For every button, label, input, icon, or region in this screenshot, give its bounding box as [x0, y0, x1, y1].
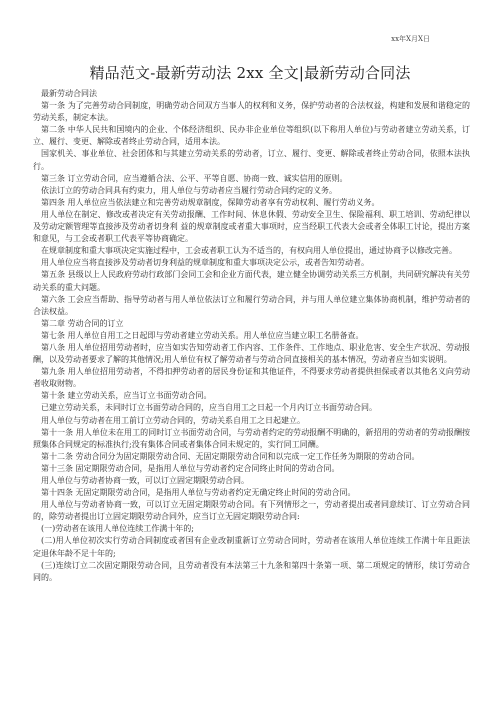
paragraph: 第六条 工会应当帮助、指导劳动者与用人单位依法订立和履行劳动合同，并与用人单位建立集体协商机制，维护劳动者的合法权益。 — [33, 294, 470, 316]
list-item: (二)用人单位初次实行劳动合同制度或者国有企业改制重新订立劳动合同时，劳动者在该用人单位连续工作满十年且距法定退休年龄不足十年的; — [33, 536, 470, 558]
paragraph: 第十三条 固定期限劳动合同，是指用人单位与劳动者约定合同终止时间的劳动合同。 — [41, 463, 340, 473]
paragraph: 第十四条 无固定期限劳动合同，是指用人单位与劳动者约定无确定终止时间的劳动合同。 — [41, 488, 356, 498]
document-date: xx年X月X日 — [391, 35, 430, 43]
paragraph: 用人单位在制定、修改或者决定有关劳动报酬、工作时间、休息休假、劳动安全卫生、保险福利、职工培训、劳动纪律以及劳动定额管理等直接涉及劳动者切身利 益的规章制度或者重大事项时，应当经职工代表大会或者全体职工讨论，提出方案和意见，与工会或者职工代表平等协商确定。 — [33, 209, 470, 244]
paragraph: 第九条 用人单位招用劳动者，不得扣押劳动者的居民身份证和其他证件，不得要求劳动者提供担保或者以其他名义向劳动者收取财物。 — [33, 367, 470, 389]
paragraph: 第四条 用人单位应当依法建立和完善劳动规章制度，保障劳动者享有劳动权利、履行劳动义务。 — [41, 197, 380, 207]
paragraph: 用人单位与劳动者在用工前订立劳动合同的，劳动关系自用工之日起建立。 — [41, 415, 305, 425]
list-item: (三)连续订立二次固定期限劳动合同，且劳动者没有本法第三十九条和第四十条第一项、第二项规定的情形，续订劳动合同的。 — [33, 560, 470, 582]
paragraph: 第七条 用人单位自用工之日起即与劳动者建立劳动关系。用人单位应当建立职工名册备查。 — [41, 330, 364, 340]
paragraph: 第三条 订立劳动合同，应当遵循合法、公平、平等自愿、协商一致、诚实信用的原则。 — [41, 173, 348, 183]
paragraph: 第十条 建立劳动关系，应当订立书面劳动合同。 — [41, 391, 212, 401]
paragraph: 用人单位与劳动者协商一致，可以订立无固定期限劳动合同。有下列情形之一，劳动者提出或者同意续订、订立劳动合同的，除劳动者提出订立固定期限劳动合同外，应当订立无固定期限劳动合同: — [33, 500, 470, 522]
paragraph: 在规章制度和重大事项决定实施过程中，工会或者职工认为不适当的，有权向用人单位提出，通过协商予以修改完善。 — [41, 246, 457, 256]
paragraph: 国家机关、事业单位、社会团体和与其建立劳动关系的劳动者，订立、履行、变更、解除或者终止劳动合同，依照本法执行。 — [33, 149, 470, 171]
paragraph: 第二条 中华人民共和国境内的企业、个体经济组织、民办非企业单位等组织(以下称用人单位)与劳动者建立劳动关系，订立、履行、变更、解除或者终止劳动合同，适用本法。 — [33, 125, 470, 147]
paragraph: 第八条 用人单位招用劳动者时，应当如实告知劳动者工作内容、工作条件、工作地点、职业危害、安全生产状况、劳动报酬，以及劳动者要求了解的其他情况;用人单位有权了解劳动者与劳动合同直接相关的基本情况，劳动者应当如实说明。 — [33, 342, 470, 365]
document-body — [33, 88, 470, 584]
doc-heading: 最新劳动合同法 — [41, 89, 97, 98]
paragraph: 第十一条 用人单位未在用工的同时订立书面劳动合同，与劳动者约定的劳动报酬不明确的，新招用的劳动者的劳动报酬按照集体合同规定的标准执行;没有集体合同或者集体合同未规定的，实行同工同酬。 — [33, 427, 470, 449]
paragraph: 第五条 县级以上人民政府劳动行政部门会同工会和企业方面代表，建立健全协调劳动关系三方机制，共同研究解决有关劳动关系的重大问题。 — [33, 270, 470, 292]
paragraph: 第十二条 劳动合同分为固定期限劳动合同、无固定期限劳动合同和以完成一定工作任务为期限的劳动合同。 — [41, 451, 420, 461]
paragraph: 用人单位应当将直接涉及劳动者切身利益的规章制度和重大事项决定公示，或者告知劳动者。 — [41, 258, 369, 268]
paragraph: 已建立劳动关系，未同时订立书面劳动合同的，应当自用工之日起一个月内订立书面劳动合同。 — [41, 403, 377, 413]
chapter-heading: 第二章 劳动合同的订立 — [41, 318, 124, 328]
paragraph: 用人单位与劳动者协商一致，可以订立固定期限劳动合同。 — [41, 476, 249, 485]
document-title: 精品范文-最新劳动法 2xx 全文|最新劳动合同法 — [89, 64, 411, 83]
paragraph: 依法订立的劳动合同具有约束力，用人单位与劳动者应当履行劳动合同约定的义务。 — [41, 185, 337, 195]
paragraph: 第一条 为了完善劳动合同制度，明确劳动合同双方当事人的权利和义务，保护劳动者的合法权益，构建和发展和谐稳定的劳动关系，制定本法。 — [33, 101, 470, 123]
list-item: (一)劳动者在该用人单位连续工作满十年的; — [41, 524, 194, 534]
